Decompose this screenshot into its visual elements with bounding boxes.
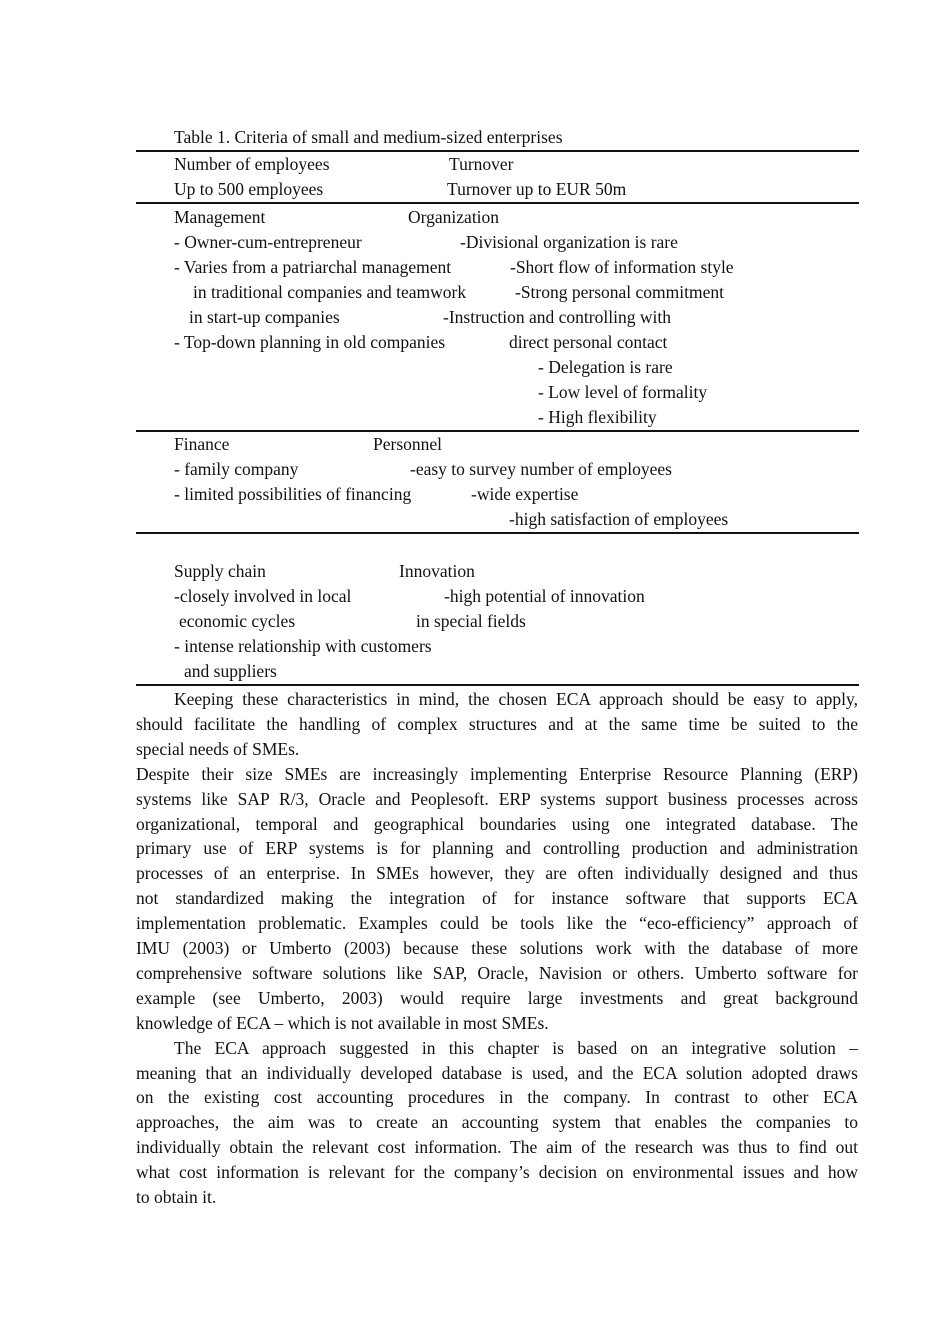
paragraph-line: individually obtain the relevant cost information. The aim of the research was thus to find out — [136, 1137, 858, 1158]
paragraph-line: processes of an enterprise. In SMEs however, they are often individually designed and thus — [136, 863, 858, 884]
paragraph-line: comprehensive software solutions like SAP, Oracle, Navision or others. Umberto software for — [136, 962, 858, 983]
table-cell: -Instruction and controlling with — [443, 307, 671, 327]
table-cell: Organization — [408, 207, 500, 227]
table-cell: - family company — [174, 459, 299, 479]
paragraph-line: organizational, temporal and geographical boundaries using one integrated database. The — [136, 813, 858, 834]
table-cell: -high satisfaction of employees — [509, 509, 729, 529]
table-cell: - Delegation is rare — [538, 357, 673, 377]
table-rule — [136, 684, 859, 686]
table-cell: - Owner-cum-entrepreneur — [174, 232, 362, 252]
paragraph-line: primary use of ERP systems is for planning and controlling production and administration — [136, 838, 858, 859]
table-caption: Table 1. Criteria of small and medium-sized enterprises — [174, 127, 563, 147]
table-rule — [136, 430, 859, 432]
table-cell: -high potential of innovation — [444, 586, 645, 606]
table-cell: Personnel — [373, 434, 443, 454]
table-cell: Up to 500 employees — [174, 179, 324, 199]
table-cell: - intense relationship with customers — [174, 636, 432, 656]
paragraph-line: example (see Umberto, 2003) would require large investments and great background — [136, 987, 858, 1008]
table-cell: Management — [174, 207, 266, 227]
paragraph-line: special needs of SMEs. — [136, 738, 300, 759]
table-cell: -Short flow of information style — [510, 257, 734, 277]
paragraph-line: implementation problematic. Examples could be tools like the “eco-efficiency” approach of — [136, 913, 858, 934]
table-cell: - Varies from a patriarchal management — [174, 257, 452, 277]
table-cell: direct personal contact — [509, 332, 668, 352]
table-cell: Finance — [174, 434, 230, 454]
paragraph-line: systems like SAP R/3, Oracle and Peoplesoft. ERP systems support business processes across — [136, 788, 858, 809]
paragraph-line: what cost information is relevant for the company’s decision on environmental issues and how — [136, 1162, 858, 1183]
paragraph-line: IMU (2003) or Umberto (2003) because these solutions work with the database of more — [136, 938, 858, 958]
paragraph-line: meaning that an individually developed database is used, and the ECA solution adopted draws — [136, 1062, 858, 1083]
table-cell: -Divisional organization is rare — [460, 232, 678, 252]
table-cell: - Low level of formality — [538, 382, 708, 402]
table-cell: in special fields — [416, 611, 526, 631]
table-cell: - Top-down planning in old companies — [174, 332, 446, 352]
table-cell: -easy to survey number of employees — [410, 459, 672, 479]
table-cell: economic cycles — [179, 611, 296, 631]
table-cell: Turnover up to EUR 50m — [447, 179, 627, 199]
table-rule — [136, 150, 859, 152]
paragraph-line: not standardized making the integration of for instance software that supports ECA — [136, 888, 858, 909]
table-cell: and suppliers — [184, 661, 277, 681]
table-rule — [136, 202, 859, 204]
paragraph-line: on the existing cost accounting procedures in the company. In contrast to other ECA — [136, 1087, 858, 1108]
table-cell: - limited possibilities of financing — [174, 484, 412, 504]
table-cell: in start-up companies — [189, 307, 340, 327]
paragraph-line: The ECA approach suggested in this chapter is based on an integrative solution – — [174, 1037, 858, 1058]
table-cell: in traditional companies and teamwork — [193, 282, 467, 302]
table-cell: -wide expertise — [471, 484, 579, 504]
table-cell: -Strong personal commitment — [515, 282, 724, 302]
paragraph-line: should facilitate the handling of complex structures and at the same time be suited to the — [136, 713, 858, 734]
table-cell: Turnover — [449, 154, 514, 174]
table-rule — [136, 532, 859, 534]
table-cell: Innovation — [399, 561, 475, 581]
table-cell: Number of employees — [174, 154, 330, 174]
table-cell: - High flexibility — [538, 407, 657, 427]
paragraph-line: Despite their size SMEs are increasingly implementing Enterprise Resource Planning (ERP) — [136, 763, 858, 784]
paragraph-line: approaches, the aim was to create an accounting system that enables the companies to — [136, 1112, 858, 1133]
paragraph-line: to obtain it. — [136, 1187, 217, 1207]
paragraph-line: Keeping these characteristics in mind, the chosen ECA approach should be easy to apply, — [174, 689, 858, 709]
table-cell: Supply chain — [174, 561, 266, 581]
paragraph-line: knowledge of ECA – which is not available in most SMEs. — [136, 1012, 549, 1033]
table-cell: -closely involved in local — [174, 586, 352, 606]
